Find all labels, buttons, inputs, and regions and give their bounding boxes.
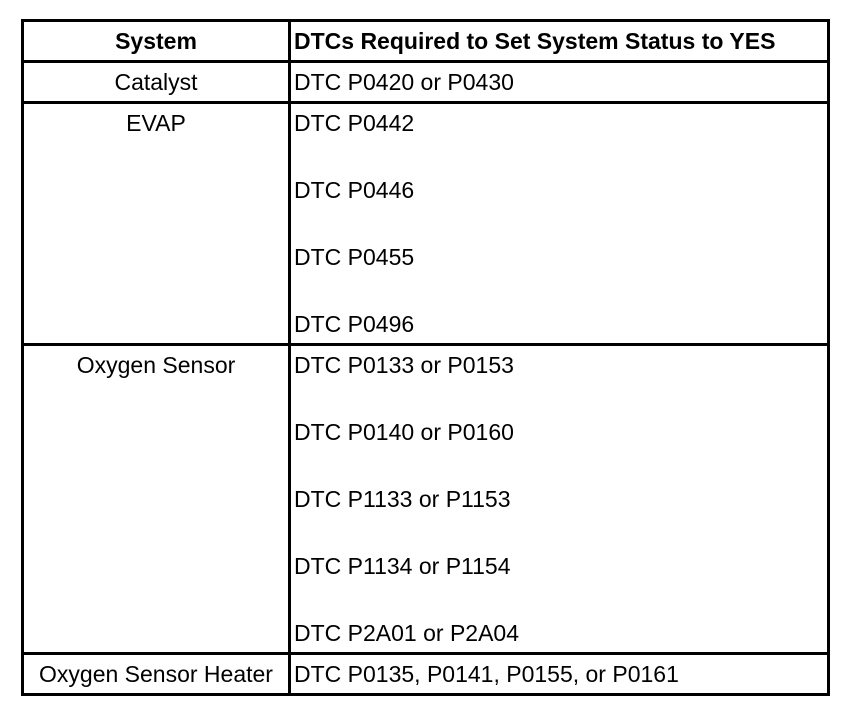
dtc-entry: DTC P0133 or P0153 bbox=[294, 352, 514, 378]
dtc-entry: DTC P2A01 or P2A04 bbox=[294, 620, 520, 646]
dtc-cell bbox=[290, 345, 829, 654]
dtc-entry: DTC P0455 bbox=[294, 244, 415, 270]
dtc-cell bbox=[290, 103, 829, 345]
dtc-entry: DTC P0135, P0141, P0155, or P0161 bbox=[294, 661, 679, 687]
dtc-cell bbox=[290, 62, 829, 103]
system-cell: Oxygen Sensor bbox=[23, 345, 290, 654]
dtc-entry: DTC P0140 or P0160 bbox=[294, 419, 514, 445]
dtc-entry: DTC P1133 or P1153 bbox=[294, 486, 511, 512]
table-row-oxygen-sensor-heater bbox=[23, 654, 829, 695]
system-cell: Catalyst bbox=[23, 62, 290, 103]
dtc-system-status-table bbox=[21, 19, 830, 696]
table-row-catalyst bbox=[23, 62, 829, 103]
column-header-dtcs: DTCs Required to Set System Status to YES bbox=[290, 21, 829, 62]
system-cell: Oxygen Sensor Heater bbox=[23, 654, 290, 695]
dtc-entry: DTC P1134 or P1154 bbox=[294, 553, 511, 579]
system-cell: EVAP bbox=[23, 103, 290, 345]
column-header-system: System bbox=[23, 21, 290, 62]
dtc-entry: DTC P0420 or P0430 bbox=[294, 69, 514, 95]
dtc-entry: DTC P0446 bbox=[294, 177, 415, 203]
table-header-row bbox=[23, 21, 829, 62]
dtc-cell bbox=[290, 654, 829, 695]
dtc-entry: DTC P0496 bbox=[294, 311, 415, 337]
table-row-evap bbox=[23, 103, 829, 345]
table-row-oxygen-sensor bbox=[23, 345, 829, 654]
dtc-entry: DTC P0442 bbox=[294, 110, 415, 136]
